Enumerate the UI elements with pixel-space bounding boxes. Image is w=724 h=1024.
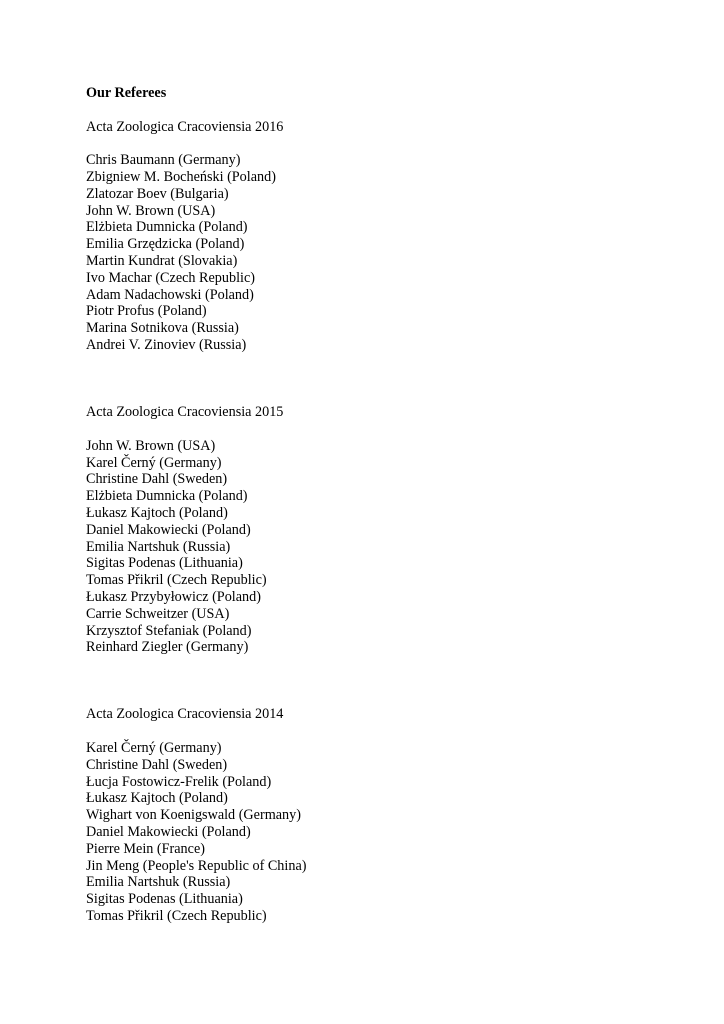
referee-item: Sigitas Podenas (Lithuania) <box>86 555 243 572</box>
referee-item: John W. Brown (USA) <box>86 437 216 454</box>
spacer <box>86 421 686 438</box>
referee-item: Sigitas Podenas (Lithuania) <box>86 891 243 908</box>
referee-item: John W. Brown (USA) <box>86 202 216 219</box>
referee-item: Zbigniew M. Bocheński (Poland) <box>86 168 276 185</box>
referee-item: Chris Baumann (Germany) <box>86 152 241 169</box>
referee-item: Daniel Makowiecki (Poland) <box>86 521 251 538</box>
section-2014 <box>86 706 686 924</box>
referee-item: Carrie Schweitzer (USA) <box>86 605 230 622</box>
referee-item: Łukasz Kajtoch (Poland) <box>86 504 228 521</box>
spacer <box>86 656 686 706</box>
referee-item: Emilia Grzędzicka (Poland) <box>86 236 245 253</box>
spacer <box>86 102 686 119</box>
section-title: Acta Zoologica Cracoviensia 2014 <box>86 706 284 723</box>
referee-item: Łukasz Kajtoch (Poland) <box>86 790 228 807</box>
referee-item: Karel Černý (Germany) <box>86 740 222 757</box>
referee-item: Pierre Mein (France) <box>86 840 205 857</box>
referee-item: Emilia Nartshuk (Russia) <box>86 538 231 555</box>
referee-list <box>86 740 686 925</box>
referee-item: Krzysztof Stefaniak (Poland) <box>86 622 252 639</box>
referee-item: Christine Dahl (Sweden) <box>86 756 228 773</box>
referee-item: Tomas Přikril (Czech Republic) <box>86 908 267 925</box>
spacer <box>86 723 686 740</box>
referee-item: Tomas Přikril (Czech Republic) <box>86 572 267 589</box>
referee-item: Łukasz Przybyłowicz (Poland) <box>86 588 261 605</box>
spacer <box>86 354 686 404</box>
section-2016 <box>86 119 686 354</box>
spacer <box>86 135 686 152</box>
referee-item: Elżbieta Dumnicka (Poland) <box>86 219 248 236</box>
referee-item: Christine Dahl (Sweden) <box>86 471 228 488</box>
page-title: Our Referees <box>86 85 167 101</box>
referee-item: Andrei V. Zinoviev (Russia) <box>86 336 247 353</box>
referee-item: Adam Nadachowski (Poland) <box>86 286 254 303</box>
referee-item: Daniel Makowiecki (Poland) <box>86 824 251 841</box>
referee-item: Emilia Nartshuk (Russia) <box>86 874 231 891</box>
referee-list <box>86 152 686 354</box>
referee-item: Zlatozar Boev (Bulgaria) <box>86 185 229 202</box>
referee-item: Ivo Machar (Czech Republic) <box>86 269 255 286</box>
referee-list <box>86 438 686 656</box>
document-page <box>86 85 686 925</box>
referee-item: Marina Sotnikova (Russia) <box>86 320 239 337</box>
section-2015 <box>86 404 686 656</box>
referee-item: Piotr Profus (Poland) <box>86 303 207 320</box>
referee-item: Elżbieta Dumnicka (Poland) <box>86 488 248 505</box>
section-title: Acta Zoologica Cracoviensia 2015 <box>86 404 284 421</box>
section-title: Acta Zoologica Cracoviensia 2016 <box>86 118 284 135</box>
referee-item: Wighart von Koenigswald (Germany) <box>86 807 301 824</box>
referee-item: Reinhard Ziegler (Germany) <box>86 639 249 656</box>
referee-item: Martin Kundrat (Slovakia) <box>86 252 238 269</box>
referee-item: Jin Meng (People's Republic of China) <box>86 857 307 874</box>
referee-item: Karel Černý (Germany) <box>86 454 222 471</box>
referee-item: Łucja Fostowicz-Frelik (Poland) <box>86 773 272 790</box>
